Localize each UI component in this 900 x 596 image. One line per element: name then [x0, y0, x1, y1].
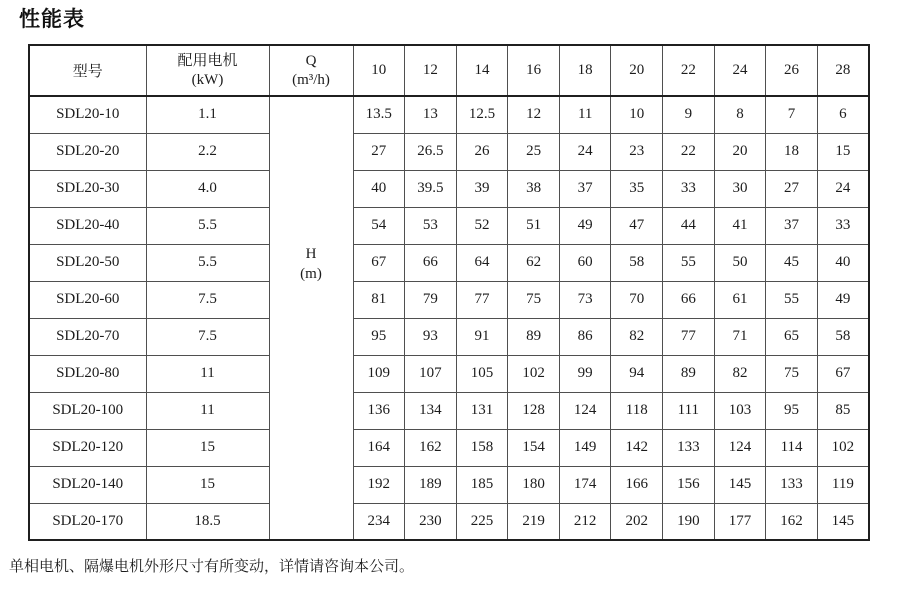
head-value-cell: 13 — [405, 96, 457, 133]
head-value-cell: 40 — [817, 244, 869, 281]
model-cell: SDL20-70 — [29, 318, 146, 355]
model-cell: SDL20-80 — [29, 355, 146, 392]
head-value-cell: 39 — [456, 170, 508, 207]
head-value-cell: 174 — [559, 466, 611, 503]
header-flow-value: 16 — [508, 45, 560, 96]
head-value-cell: 142 — [611, 429, 663, 466]
head-value-cell: 111 — [663, 392, 715, 429]
head-value-cell: 8 — [714, 96, 766, 133]
head-value-cell: 23 — [611, 133, 663, 170]
header-flow-value: 14 — [456, 45, 508, 96]
table-row — [29, 503, 869, 540]
header-flow-value: 28 — [817, 45, 869, 96]
head-value-cell: 89 — [508, 318, 560, 355]
head-value-cell: 22 — [663, 133, 715, 170]
head-value-cell: 30 — [714, 170, 766, 207]
head-value-cell: 27 — [766, 170, 818, 207]
model-cell: SDL20-20 — [29, 133, 146, 170]
head-value-cell: 75 — [766, 355, 818, 392]
head-value-cell: 49 — [817, 281, 869, 318]
head-value-cell: 35 — [611, 170, 663, 207]
motor-power-cell: 1.1 — [146, 96, 269, 133]
head-value-cell: 99 — [559, 355, 611, 392]
head-value-cell: 38 — [508, 170, 560, 207]
head-value-cell: 66 — [663, 281, 715, 318]
head-value-cell: 24 — [817, 170, 869, 207]
head-value-cell: 124 — [714, 429, 766, 466]
head-value-cell: 230 — [405, 503, 457, 540]
motor-power-cell: 18.5 — [146, 503, 269, 540]
head-value-cell: 114 — [766, 429, 818, 466]
header-motor-line1: 配用电机 — [177, 52, 238, 69]
head-value-cell: 162 — [405, 429, 457, 466]
head-value-cell: 20 — [714, 133, 766, 170]
head-value-cell: 70 — [611, 281, 663, 318]
head-value-cell: 49 — [559, 207, 611, 244]
head-value-cell: 55 — [766, 281, 818, 318]
head-value-cell: 26 — [456, 133, 508, 170]
page-title: 性能表 — [19, 7, 85, 31]
head-value-cell: 81 — [353, 281, 405, 318]
head-value-cell: 79 — [405, 281, 457, 318]
model-cell: SDL20-60 — [29, 281, 146, 318]
header-flow-q — [269, 45, 353, 96]
head-value-cell: 86 — [559, 318, 611, 355]
head-value-cell: 61 — [714, 281, 766, 318]
model-cell: SDL20-30 — [29, 170, 146, 207]
head-value-cell: 13.5 — [353, 96, 405, 133]
model-cell: SDL20-10 — [29, 96, 146, 133]
footnote: 单相电机、隔爆电机外形尺寸有所变动，详情请咨询本公司。 — [9, 559, 415, 575]
head-value-cell: 219 — [508, 503, 560, 540]
head-value-cell: 166 — [611, 466, 663, 503]
head-value-cell: 149 — [559, 429, 611, 466]
model-cell: SDL20-170 — [29, 503, 146, 540]
head-value-cell: 37 — [766, 207, 818, 244]
head-value-cell: 156 — [663, 466, 715, 503]
header-q-symbol: Q — [305, 52, 317, 69]
motor-power-cell: 7.5 — [146, 318, 269, 355]
header-model: 型号 — [29, 45, 146, 96]
head-value-cell: 67 — [817, 355, 869, 392]
head-value-cell: 6 — [817, 96, 869, 133]
header-flow-value: 20 — [611, 45, 663, 96]
head-value-cell: 189 — [405, 466, 457, 503]
head-value-cell: 51 — [508, 207, 560, 244]
head-value-cell: 71 — [714, 318, 766, 355]
table-row — [29, 318, 869, 355]
head-value-cell: 47 — [611, 207, 663, 244]
header-flow-value: 18 — [559, 45, 611, 96]
motor-power-cell: 11 — [146, 355, 269, 392]
head-value-cell: 124 — [559, 392, 611, 429]
table-row — [29, 429, 869, 466]
header-flow-value: 24 — [714, 45, 766, 96]
head-value-cell: 62 — [508, 244, 560, 281]
head-value-cell: 26.5 — [405, 133, 457, 170]
head-value-cell: 66 — [405, 244, 457, 281]
head-value-cell: 27 — [353, 133, 405, 170]
head-value-cell: 109 — [353, 355, 405, 392]
head-value-cell: 162 — [766, 503, 818, 540]
head-value-cell: 7 — [766, 96, 818, 133]
model-cell: SDL20-50 — [29, 244, 146, 281]
head-value-cell: 136 — [353, 392, 405, 429]
table-row — [29, 96, 869, 133]
head-value-cell: 82 — [714, 355, 766, 392]
head-value-cell: 18 — [766, 133, 818, 170]
table-body — [29, 96, 869, 540]
head-value-cell: 33 — [817, 207, 869, 244]
head-value-cell: 75 — [508, 281, 560, 318]
motor-power-cell: 15 — [146, 466, 269, 503]
head-value-cell: 102 — [508, 355, 560, 392]
header-row — [29, 45, 869, 96]
head-value-cell: 11 — [559, 96, 611, 133]
head-value-cell: 154 — [508, 429, 560, 466]
header-flow-value: 22 — [663, 45, 715, 96]
head-value-cell: 40 — [353, 170, 405, 207]
head-value-cell: 134 — [405, 392, 457, 429]
head-value-cell: 107 — [405, 355, 457, 392]
table-row — [29, 355, 869, 392]
head-value-cell: 9 — [663, 96, 715, 133]
head-value-cell: 45 — [766, 244, 818, 281]
header-motor — [146, 45, 269, 96]
head-symbol: H — [305, 246, 317, 263]
table-row — [29, 133, 869, 170]
motor-power-cell: 5.5 — [146, 207, 269, 244]
head-value-cell: 95 — [766, 392, 818, 429]
head-value-cell: 50 — [714, 244, 766, 281]
head-value-cell: 73 — [559, 281, 611, 318]
head-value-cell: 234 — [353, 503, 405, 540]
motor-power-cell: 4.0 — [146, 170, 269, 207]
head-value-cell: 185 — [456, 466, 508, 503]
model-cell: SDL20-40 — [29, 207, 146, 244]
motor-power-cell: 15 — [146, 429, 269, 466]
head-value-cell: 180 — [508, 466, 560, 503]
head-value-cell: 202 — [611, 503, 663, 540]
table-header — [29, 45, 869, 96]
head-value-cell: 10 — [611, 96, 663, 133]
head-value-cell: 85 — [817, 392, 869, 429]
head-value-cell: 53 — [405, 207, 457, 244]
head-value-cell: 77 — [456, 281, 508, 318]
head-value-cell: 25 — [508, 133, 560, 170]
head-value-cell: 95 — [353, 318, 405, 355]
model-cell: SDL20-100 — [29, 392, 146, 429]
head-value-cell: 24 — [559, 133, 611, 170]
head-value-cell: 33 — [663, 170, 715, 207]
header-motor-line2: (kW) — [191, 71, 224, 88]
head-value-cell: 44 — [663, 207, 715, 244]
head-value-cell: 77 — [663, 318, 715, 355]
motor-power-cell: 2.2 — [146, 133, 269, 170]
table-row — [29, 392, 869, 429]
motor-power-cell: 11 — [146, 392, 269, 429]
head-value-cell: 93 — [405, 318, 457, 355]
head-value-cell: 192 — [353, 466, 405, 503]
head-value-cell: 103 — [714, 392, 766, 429]
head-value-cell: 12.5 — [456, 96, 508, 133]
head-value-cell: 133 — [766, 466, 818, 503]
head-value-cell: 65 — [766, 318, 818, 355]
head-value-cell: 158 — [456, 429, 508, 466]
header-flow-value: 10 — [353, 45, 405, 96]
head-value-cell: 105 — [456, 355, 508, 392]
head-value-cell: 67 — [353, 244, 405, 281]
head-value-cell: 102 — [817, 429, 869, 466]
head-value-cell: 39.5 — [405, 170, 457, 207]
header-flow-value: 12 — [405, 45, 457, 96]
head-value-cell: 60 — [559, 244, 611, 281]
header-flow-value: 26 — [766, 45, 818, 96]
head-unit-merged-cell — [269, 96, 353, 540]
head-value-cell: 190 — [663, 503, 715, 540]
head-value-cell: 164 — [353, 429, 405, 466]
head-value-cell: 82 — [611, 318, 663, 355]
head-value-cell: 12 — [508, 96, 560, 133]
head-value-cell: 91 — [456, 318, 508, 355]
model-cell: SDL20-120 — [29, 429, 146, 466]
table-row — [29, 207, 869, 244]
table-row — [29, 170, 869, 207]
head-value-cell: 54 — [353, 207, 405, 244]
head-value-cell: 52 — [456, 207, 508, 244]
head-value-cell: 64 — [456, 244, 508, 281]
head-value-cell: 225 — [456, 503, 508, 540]
performance-table — [28, 44, 870, 541]
head-value-cell: 118 — [611, 392, 663, 429]
head-value-cell: 89 — [663, 355, 715, 392]
motor-power-cell: 7.5 — [146, 281, 269, 318]
head-value-cell: 131 — [456, 392, 508, 429]
table-row — [29, 244, 869, 281]
motor-power-cell: 5.5 — [146, 244, 269, 281]
head-value-cell: 133 — [663, 429, 715, 466]
head-value-cell: 94 — [611, 355, 663, 392]
model-cell: SDL20-140 — [29, 466, 146, 503]
head-unit: (m) — [300, 265, 322, 282]
header-q-unit: (m³/h) — [292, 71, 330, 88]
head-value-cell: 37 — [559, 170, 611, 207]
head-value-cell: 55 — [663, 244, 715, 281]
head-value-cell: 212 — [559, 503, 611, 540]
table-row — [29, 281, 869, 318]
head-value-cell: 58 — [611, 244, 663, 281]
head-value-cell: 145 — [817, 503, 869, 540]
head-value-cell: 119 — [817, 466, 869, 503]
head-value-cell: 128 — [508, 392, 560, 429]
head-value-cell: 41 — [714, 207, 766, 244]
head-value-cell: 177 — [714, 503, 766, 540]
head-value-cell: 58 — [817, 318, 869, 355]
head-value-cell: 15 — [817, 133, 869, 170]
table-row — [29, 466, 869, 503]
head-value-cell: 145 — [714, 466, 766, 503]
